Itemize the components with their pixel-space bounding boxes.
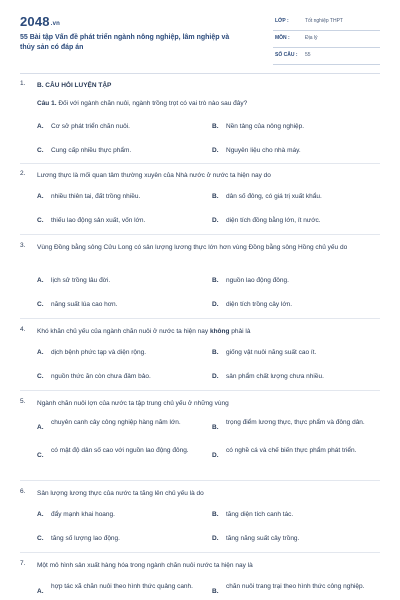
question-body-end: phải là <box>229 328 251 335</box>
question-text: Ngành chăn nuôi lợn của nước ta tập trung chủ yếu ở những vùng <box>37 400 229 407</box>
option-letter: D. <box>212 217 219 224</box>
meta-value: Địa lý <box>305 35 318 41</box>
option-text: chăn nuôi trang trại theo hình thức công nghiệp. <box>226 583 365 590</box>
option-text: diện tích trồng cây lớn. <box>226 301 293 308</box>
option-letter: B. <box>212 588 219 595</box>
option-letter: A. <box>37 511 44 518</box>
option-letter: B. <box>212 349 219 356</box>
option-letter: A. <box>37 277 44 284</box>
option-text: tăng số lượng lao động. <box>51 535 120 542</box>
meta-row-class <box>273 14 380 31</box>
option-letter: A. <box>37 424 44 431</box>
question-number: 6. <box>20 488 26 495</box>
meta-row-subject <box>273 31 380 48</box>
question-divider <box>20 163 380 164</box>
option-text: lịch sử trồng lâu đời. <box>51 277 111 284</box>
option-text: nguồn lao động đông. <box>226 277 289 284</box>
option-letter: A. <box>37 588 44 595</box>
question-number: 4. <box>20 326 26 333</box>
question-number: 5. <box>20 398 26 405</box>
question-number: 7. <box>20 560 26 567</box>
meta-key: LỚP : <box>275 18 289 24</box>
option-text: nguồn thức ăn còn chưa đảm bảo. <box>51 373 151 380</box>
option-text: sản phẩm chất lượng chưa nhiều. <box>226 373 324 380</box>
option-letter: D. <box>212 373 219 380</box>
question-text: Một mô hình sản xuất hàng hóa trong ngành chăn nuôi nước ta hiện nay là <box>37 562 253 569</box>
logo-main: 2048 <box>20 14 50 29</box>
option-text: trọng điểm lương thực, thực phẩm và đông dân. <box>226 419 365 426</box>
option-letter: D. <box>212 301 219 308</box>
option-text: tăng năng suất cây trồng. <box>226 535 300 542</box>
option-text: tăng diện tích canh tác. <box>226 511 294 518</box>
section-title: B. CÂU HỎI LUYỆN TẬP <box>37 82 112 89</box>
question-text: Lương thực là mối quan tâm thường xuyên của Nhà nước ở nước ta hiện nay do <box>37 172 271 179</box>
option-text: giống vật nuôi năng suất cao ít. <box>226 349 317 356</box>
option-letter: C. <box>37 301 44 308</box>
option-text: năng suất lúa cao hơn. <box>51 301 118 308</box>
option-text: diện tích đồng bằng lớn, ít nước. <box>226 217 321 224</box>
question-emphasis: không <box>209 328 230 335</box>
option-letter: C. <box>37 217 44 224</box>
option-letter: B. <box>212 123 219 130</box>
question-divider <box>20 480 380 481</box>
option-letter: C. <box>37 535 44 542</box>
question-divider <box>20 318 380 319</box>
option-letter: C. <box>37 452 44 459</box>
question-body: Khó khăn chủ yếu của ngành chăn nuôi ở nước ta hiện nay <box>37 328 210 335</box>
meta-key: SỐ CÂU : <box>275 52 298 58</box>
option-text: thiếu lao động sản xuất, vốn lớn. <box>51 217 146 224</box>
document-title: 55 Bài tập Vấn đề phát triển ngành nông nghiệp, lâm nghiệp và thủy sản có đáp án <box>20 34 230 51</box>
question-text <box>37 98 372 109</box>
option-text: có nghề cá và chế biến thực phẩm phát triển. <box>226 447 357 454</box>
header-divider <box>20 73 380 74</box>
logo-tld: .vn <box>50 21 61 27</box>
option-letter: B. <box>212 424 219 431</box>
question-text: Vùng Đồng bằng sông Cửu Long có sản lượng lương thực lớn hơn vùng Đồng bằng sông Hồng chủ yếu do <box>37 244 348 251</box>
question-number: 2. <box>20 170 26 177</box>
option-text: Cung cấp nhiều thực phẩm. <box>51 147 132 154</box>
question-number: 3. <box>20 242 26 249</box>
question-text: Sản lượng lương thực của nước ta tăng lên chủ yếu là do <box>37 490 204 497</box>
question-divider <box>20 234 380 235</box>
option-letter: B. <box>212 511 219 518</box>
option-text: Nền tảng của nông nghiệp. <box>226 123 305 130</box>
question-body: Đối với ngành chăn nuôi, ngành trồng trọt có vai trò nào sau đây? <box>58 100 248 107</box>
meta-value: 55 <box>305 52 311 58</box>
question-sub-label: Câu 1. <box>37 100 57 107</box>
question-divider <box>20 390 380 391</box>
option-letter: D. <box>212 147 219 154</box>
option-text: hợp tác xã chăn nuôi theo hình thức quảng canh. <box>51 583 193 590</box>
option-text: Cơ sở phát triển chăn nuôi. <box>51 123 130 130</box>
meta-value: Tốt nghiệp THPT <box>305 18 343 24</box>
document-header <box>20 14 380 72</box>
meta-row-count <box>273 48 380 65</box>
site-logo[interactable] <box>20 14 60 29</box>
option-text: nhiều thiên tai, đất trồng nhiều. <box>51 193 141 200</box>
option-text: chuyên canh cây công nghiệp hàng năm lớn. <box>51 419 181 426</box>
option-letter: D. <box>212 535 219 542</box>
option-letter: B. <box>212 277 219 284</box>
option-letter: C. <box>37 373 44 380</box>
option-text: có mật độ dân số cao với nguồn lao động đông. <box>51 447 189 454</box>
option-letter: B. <box>212 193 219 200</box>
question-number: 1. <box>20 80 26 87</box>
option-text: dân số đông, có giá trị xuất khẩu. <box>226 193 322 200</box>
option-letter: A. <box>37 123 44 130</box>
option-text: đẩy mạnh khai hoang. <box>51 511 115 518</box>
meta-info-table <box>273 14 380 65</box>
meta-key: MÔN : <box>275 35 290 41</box>
option-letter: D. <box>212 452 219 459</box>
option-text: dịch bệnh phức tạp và diện rộng. <box>51 349 147 356</box>
question-text <box>37 326 372 337</box>
option-letter: A. <box>37 193 44 200</box>
option-text: Nguyên liệu cho nhà máy. <box>226 147 301 154</box>
option-letter: C. <box>37 147 44 154</box>
option-letter: A. <box>37 349 44 356</box>
question-divider <box>20 552 380 553</box>
